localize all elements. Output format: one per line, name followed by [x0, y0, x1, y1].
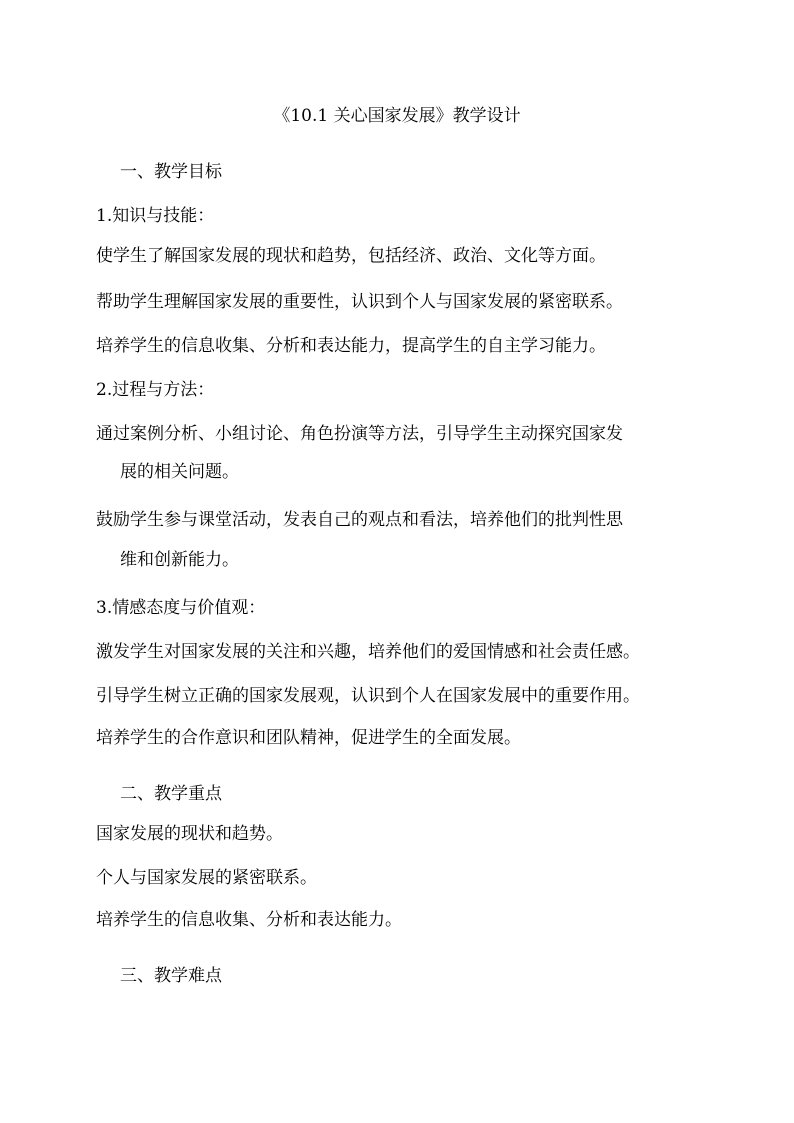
paragraph-continuation: 维和创新能力。: [120, 550, 239, 570]
subsection-heading-values: 3.情感态度与价值观：: [96, 598, 266, 618]
paragraph: 国家发展的现状和趋势。: [96, 824, 283, 844]
paragraph: 个人与国家发展的紧密联系。: [96, 868, 317, 888]
paragraph: 培养学生的信息收集、分析和表达能力。: [96, 910, 402, 930]
paragraph: 通过案例分析、小组讨论、角色扮演等方法，引导学生主动探究国家发: [96, 424, 623, 444]
paragraph: 使学生了解国家发展的现状和趋势，包括经济、政治、文化等方面。: [96, 246, 606, 266]
document-title: 《10.1 关心国家发展》教学设计: [273, 106, 521, 126]
section-heading-objectives: 一、教学目标: [120, 162, 222, 182]
subsection-heading-knowledge: 1.知识与技能：: [96, 206, 215, 226]
paragraph: 帮助学生理解国家发展的重要性，认识到个人与国家发展的紧密联系。: [96, 292, 623, 312]
section-heading-key-points: 二、教学重点: [120, 784, 222, 804]
subsection-heading-process: 2.过程与方法：: [96, 380, 215, 400]
paragraph: 激发学生对国家发展的关注和兴趣，培养他们的爱国情感和社会责任感。: [96, 642, 640, 662]
paragraph: 鼓励学生参与课堂活动，发表自己的观点和看法，培养他们的批判性思: [96, 510, 623, 530]
paragraph: 培养学生的信息收集、分析和表达能力，提高学生的自主学习能力。: [96, 336, 606, 356]
paragraph: 培养学生的合作意识和团队精神，促进学生的全面发展。: [96, 728, 521, 748]
paragraph: 引导学生树立正确的国家发展观，认识到个人在国家发展中的重要作用。: [96, 686, 640, 706]
section-heading-difficulties: 三、教学难点: [120, 966, 222, 986]
paragraph-continuation: 展的相关问题。: [120, 462, 239, 482]
